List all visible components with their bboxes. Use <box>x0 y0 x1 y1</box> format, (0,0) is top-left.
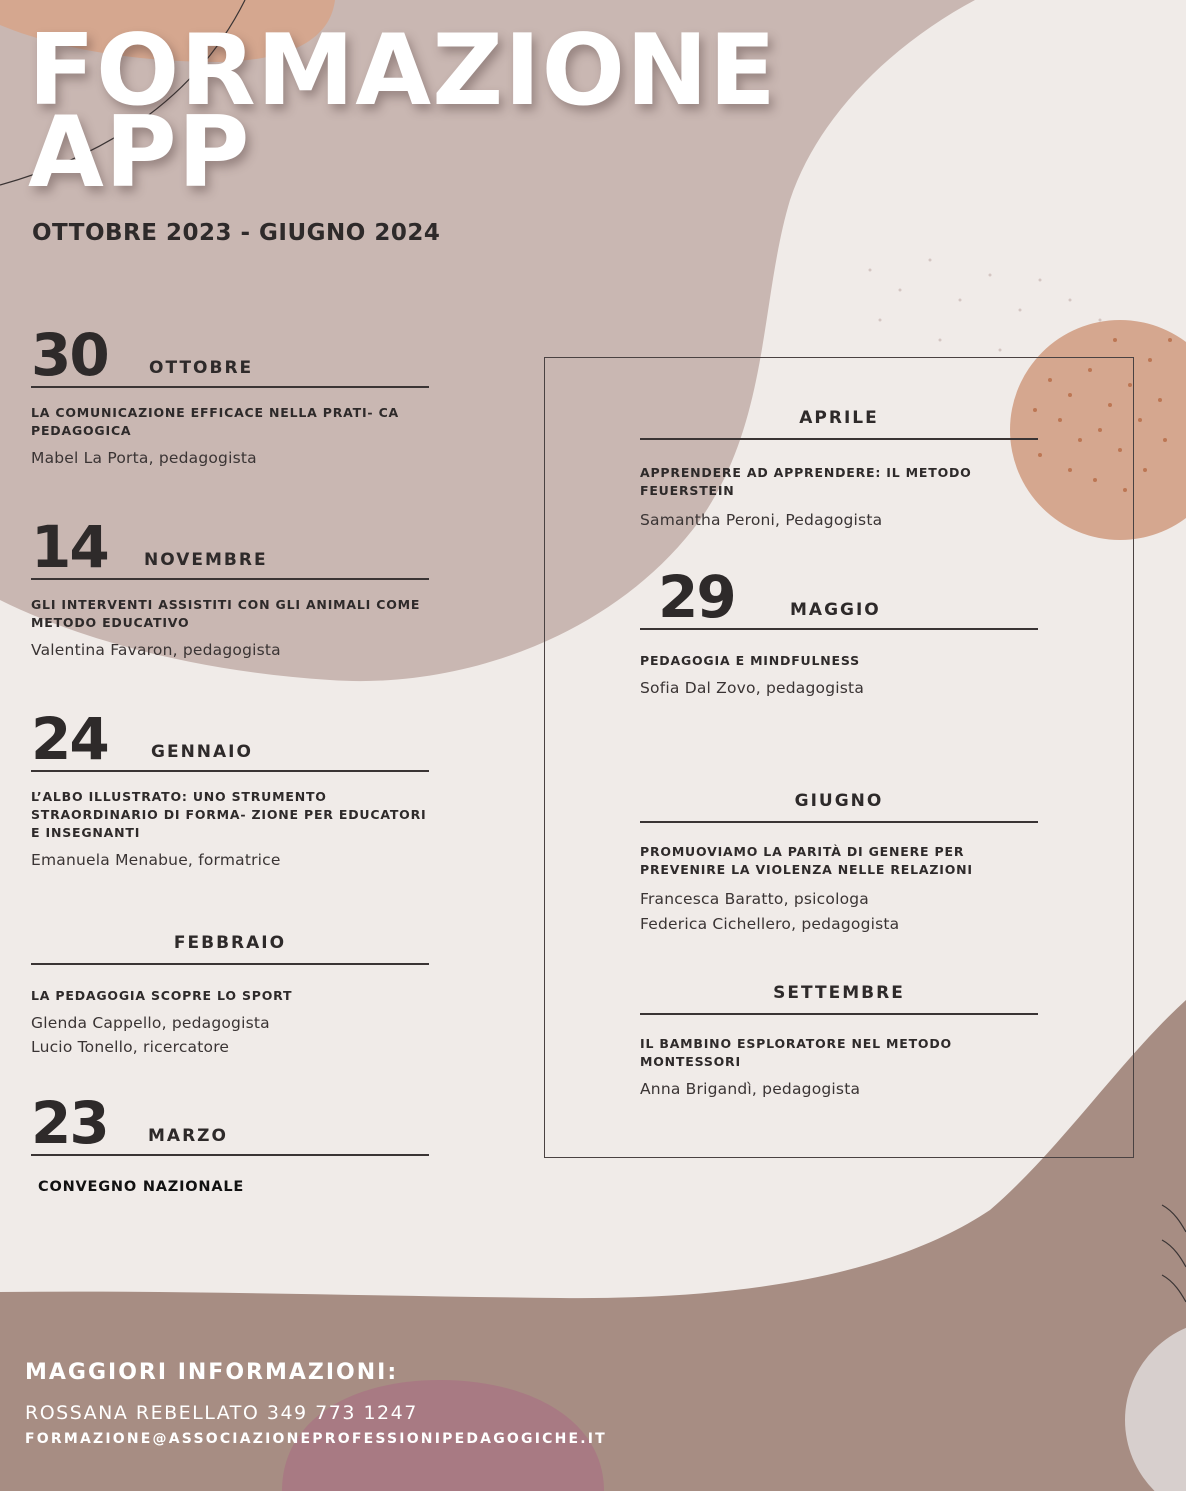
title-line-1: FORMAZIONE <box>28 14 777 128</box>
event-29-maggio <box>640 563 1038 700</box>
event-header <box>31 1089 429 1157</box>
event-speaker: Valentina Favaron, pedagogista <box>31 641 281 659</box>
event-speaker: Federica Cichellero, pedagogista <box>640 915 900 933</box>
event-title: APPRENDERE AD APPRENDERE: IL METODO FEUERSTEIN <box>640 465 972 498</box>
event-day: 24 <box>31 705 108 773</box>
event-title: LA COMUNICAZIONE EFFICACE NELLA PRATI- CA PEDAGOGICA <box>31 405 400 438</box>
event-title: CONVEGNO NAZIONALE <box>38 1179 245 1195</box>
event-month: OTTOBRE <box>149 358 254 378</box>
main-title <box>28 14 777 210</box>
event-24-gennaio <box>31 705 429 872</box>
event-speaker: Lucio Tonello, ricercatore <box>31 1038 230 1056</box>
contact-email[interactable]: FORMAZIONE@ASSOCIAZIONEPROFESSIONIPEDAGOGICHE.IT <box>25 1431 607 1447</box>
event-day: 14 <box>31 513 108 581</box>
event-title: LA PEDAGOGIA SCOPRE LO SPORT <box>31 988 293 1003</box>
title-line-2: APP <box>28 96 251 210</box>
event-header <box>31 705 429 773</box>
info-heading: MAGGIORI INFORMAZIONI: <box>25 1360 399 1385</box>
event-aprile <box>640 380 1038 532</box>
event-speaker: Glenda Cappello, pedagogista <box>31 1014 270 1032</box>
event-title: IL BAMBINO ESPLORATORE NEL METODO MONTESSORI <box>640 1036 952 1069</box>
event-header <box>640 955 1038 1015</box>
event-month: GIUGNO <box>794 791 884 811</box>
event-14-novembre <box>31 513 429 662</box>
event-title: GLI INTERVENTI ASSISTITI CON GLI ANIMALI COME METODO EDUCATIVO <box>31 597 421 630</box>
event-giugno <box>640 763 1038 936</box>
event-header <box>640 380 1038 440</box>
event-speaker: Mabel La Porta, pedagogista <box>31 449 257 467</box>
event-month: GENNAIO <box>151 742 253 762</box>
event-day: 29 <box>658 563 735 631</box>
event-30-ottobre <box>31 321 429 470</box>
event-febbraio <box>31 905 429 1059</box>
event-month: SETTEMBRE <box>773 983 905 1003</box>
event-header <box>640 563 1038 631</box>
event-month: NOVEMBRE <box>144 550 268 570</box>
period-subtitle: OTTOBRE 2023 - GIUGNO 2024 <box>32 220 441 246</box>
event-month: MARZO <box>148 1126 228 1146</box>
event-header <box>31 905 429 965</box>
event-month: FEBBRAIO <box>173 933 287 953</box>
event-month: MAGGIO <box>790 600 881 620</box>
event-header <box>31 321 429 389</box>
event-speaker: Emanuela Menabue, formatrice <box>31 851 281 869</box>
event-speaker: Sofia Dal Zovo, pedagogista <box>640 679 865 697</box>
event-header <box>31 513 429 581</box>
event-month: APRILE <box>799 408 879 428</box>
event-title: PROMUOVIAMO LA PARITÀ DI GENERE PER PREVENIRE LA VIOLENZA NELLE RELAZIONI <box>640 844 973 877</box>
event-settembre <box>640 955 1038 1101</box>
event-title: PEDAGOGIA E MINDFULNESS <box>640 653 860 668</box>
event-day: 30 <box>31 321 108 389</box>
contact-name-phone: ROSSANA REBELLATO 349 773 1247 <box>25 1402 418 1424</box>
event-header <box>640 763 1038 823</box>
event-speaker: Francesca Baratto, psicologa <box>640 890 870 908</box>
event-speaker: Samantha Peroni, Pedagogista <box>640 511 883 529</box>
event-23-marzo <box>31 1089 429 1196</box>
event-day: 23 <box>31 1089 108 1157</box>
event-title: L’ALBO ILLUSTRATO: UNO STRUMENTO STRAORDINARIO DI FORMA- ZIONE PER EDUCATORI E INSEGNANTI <box>31 789 427 840</box>
event-speaker: Anna Brigandì, pedagogista <box>640 1080 861 1098</box>
